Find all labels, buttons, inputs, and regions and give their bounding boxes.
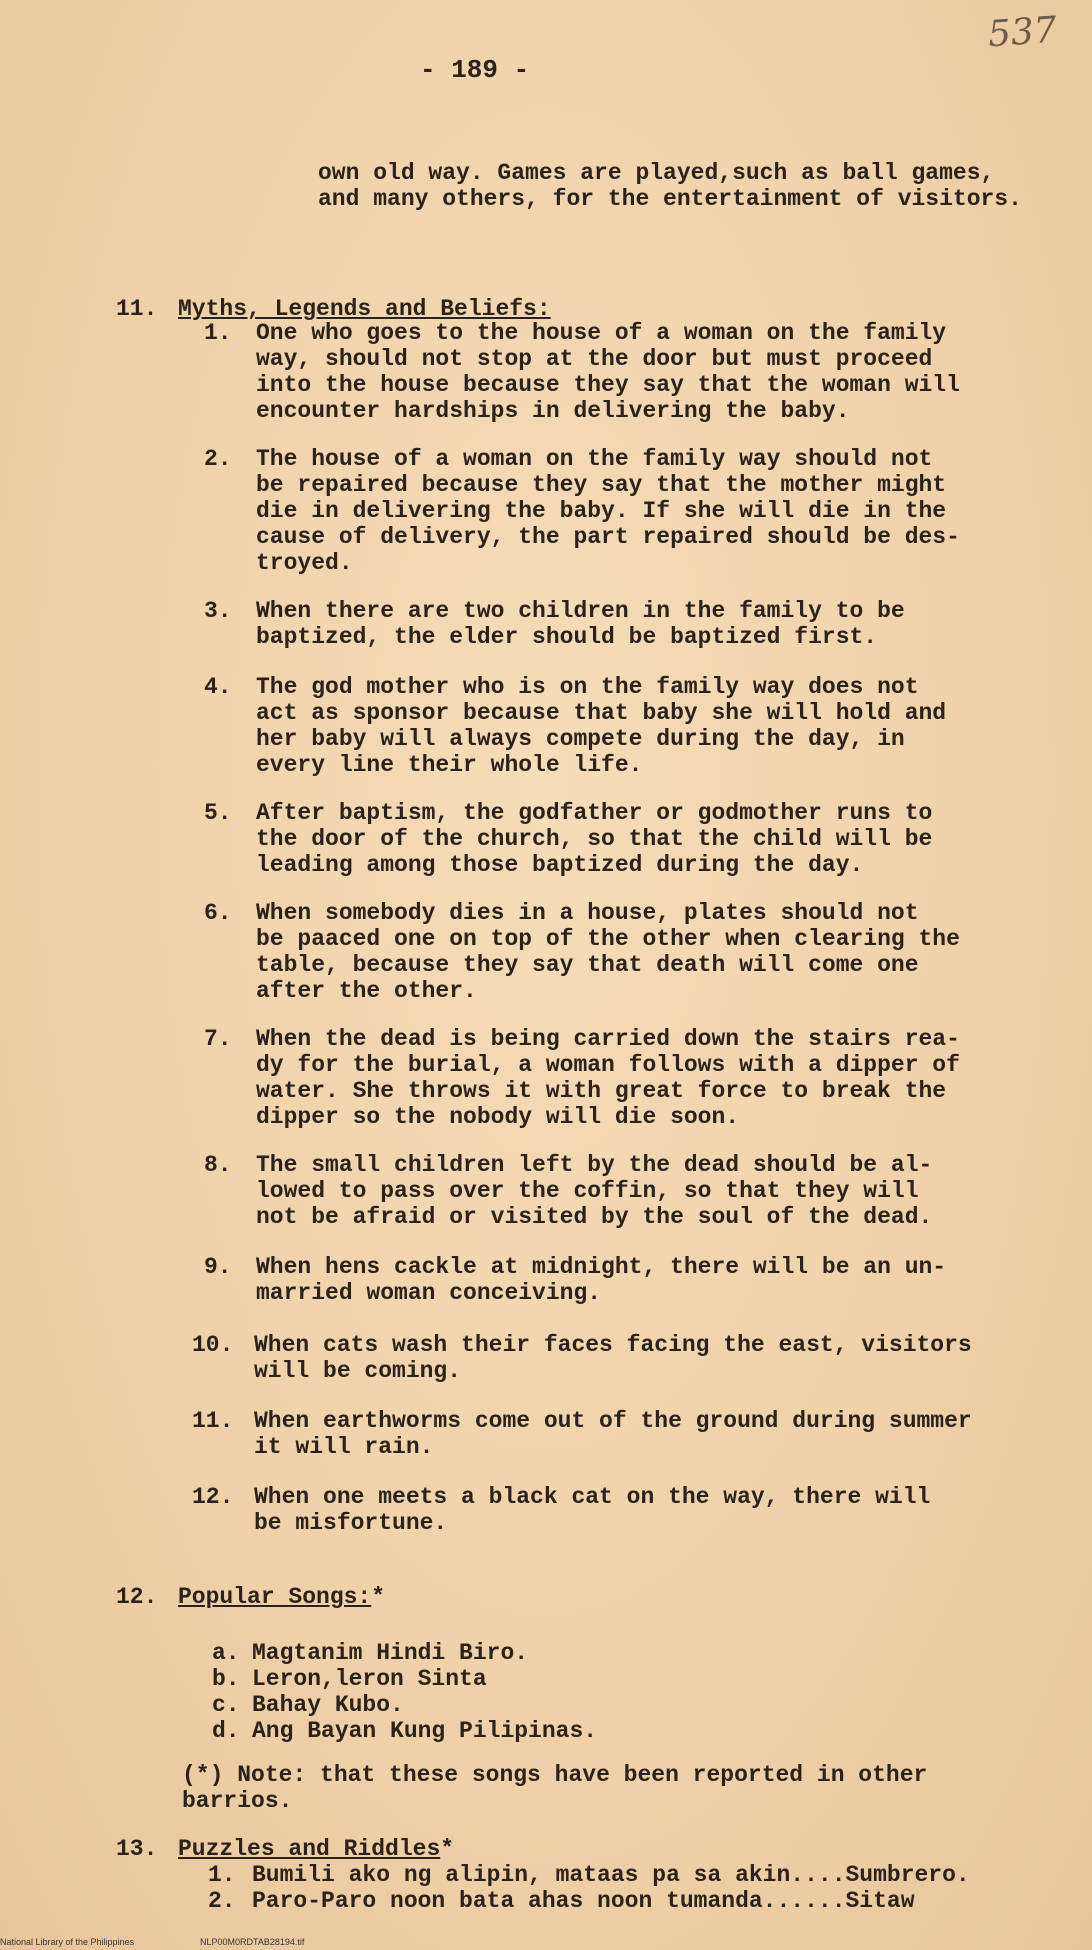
item-number: 2. — [204, 446, 232, 472]
song-letter: d. — [212, 1718, 240, 1744]
song-item — [212, 1666, 487, 1692]
riddle-text: Bumili ako ng alipin, mataas pa sa akin....Sumbrero. — [252, 1862, 970, 1888]
intro-paragraph: own old way. Games are played,such as ball games, and many others, for the entertainment of visitors. — [318, 160, 1022, 212]
item-text: When somebody dies in a house, plates should not be paaced one on top of the other when clearing the table, because they say that death will come one after the other. — [256, 900, 960, 1004]
section-number: 12. — [116, 1584, 158, 1610]
riddle-item — [208, 1862, 970, 1888]
item-number: 12. — [192, 1484, 234, 1510]
myth-item — [192, 1484, 1064, 1536]
item-number: 7. — [204, 1026, 232, 1052]
item-text: The house of a woman on the family way should not be repaired because they say that the mother might die in delivering the baby. If she will die in the cause of delivery, the part repaired should be des- troyed. — [256, 446, 960, 576]
footer-library-label: National Library of the Philippines — [0, 1937, 135, 1947]
riddle-item — [208, 1888, 915, 1914]
item-number: 3. — [204, 598, 232, 624]
item-text: When earthworms come out of the ground during summer it will rain. — [254, 1408, 972, 1460]
footer-file-label: NLP00M0RDTAB28194.tif — [200, 1937, 305, 1947]
song-title: Magtanim Hindi Biro. — [252, 1640, 529, 1666]
handwritten-page-stamp: 537 — [986, 9, 1059, 56]
myth-item — [204, 320, 1064, 424]
song-letter: c. — [212, 1692, 240, 1718]
song-item — [212, 1718, 597, 1744]
myth-item — [204, 900, 1064, 1004]
page-number: - 189 - — [420, 55, 530, 85]
item-number: 11. — [192, 1408, 234, 1434]
item-number: 4. — [204, 674, 232, 700]
riddle-number: 2. — [208, 1888, 236, 1914]
section-number: 11. — [116, 296, 158, 322]
song-item — [212, 1640, 528, 1666]
item-text: When hens cackle at midnight, there will be an un- married woman conceiving. — [256, 1254, 947, 1306]
item-text: One who goes to the house of a woman on the family way, should not stop at the door but must proceed into the house because they say that the woman will encounter hardships in delivering the baby. — [256, 320, 960, 424]
song-title: Leron,leron Sinta — [252, 1666, 487, 1692]
song-title: Bahay Kubo. — [252, 1692, 404, 1718]
myth-item — [204, 598, 1064, 650]
section-title: Popular Songs: — [178, 1584, 372, 1610]
myth-item — [204, 1152, 1064, 1230]
myth-item — [204, 1254, 1064, 1306]
song-letter: b. — [212, 1666, 240, 1692]
songs-note: (*) Note: that these songs have been reported in other barrios. — [182, 1762, 928, 1814]
riddle-number: 1. — [208, 1862, 236, 1888]
myth-item — [204, 800, 1064, 878]
item-number: 8. — [204, 1152, 232, 1178]
section-title-suffix: * — [440, 1836, 455, 1862]
section-heading-myths — [116, 296, 551, 322]
item-text: After baptism, the godfather or godmother runs to the door of the church, so that the child will be leading among those baptized during the day. — [256, 800, 933, 878]
item-text: When one meets a black cat on the way, there will be misfortune. — [254, 1484, 931, 1536]
song-title: Ang Bayan Kung Pilipinas. — [252, 1718, 598, 1744]
myth-item — [204, 446, 1064, 576]
myth-item — [204, 674, 1064, 778]
section-title: Myths, Legends and Beliefs: — [178, 296, 551, 322]
item-number: 1. — [204, 320, 232, 346]
item-number: 9. — [204, 1254, 232, 1280]
myth-item — [204, 1026, 1064, 1130]
section-heading-songs — [116, 1584, 385, 1610]
item-text: The god mother who is on the family way does not act as sponsor because that baby she will hold and her baby will always compete during the day, in every line their whole life. — [256, 674, 947, 778]
section-number: 13. — [116, 1836, 158, 1862]
song-letter: a. — [212, 1640, 240, 1666]
riddle-text: Paro-Paro noon bata ahas noon tumanda......Sitaw — [252, 1888, 915, 1914]
myth-item — [192, 1408, 1064, 1460]
song-item — [212, 1692, 404, 1718]
myth-item — [192, 1332, 1064, 1384]
item-number: 10. — [192, 1332, 234, 1358]
item-text: When the dead is being carried down the stairs rea- dy for the burial, a woman follows with a dipper of water. She throws it with great force to break the dipper so the nobody will die soon. — [256, 1026, 960, 1130]
item-number: 6. — [204, 900, 232, 926]
item-text: When cats wash their faces facing the east, visitors will be coming. — [254, 1332, 972, 1384]
item-number: 5. — [204, 800, 232, 826]
item-text: When there are two children in the family to be baptized, the elder should be baptized first. — [256, 598, 905, 650]
section-heading-puzzles — [116, 1836, 454, 1862]
section-title-suffix: * — [371, 1584, 386, 1610]
item-text: The small children left by the dead should be al- lowed to pass over the coffin, so that they will not be afraid or visited by the soul of the dead. — [256, 1152, 933, 1230]
section-title: Puzzles and Riddles — [178, 1836, 441, 1862]
